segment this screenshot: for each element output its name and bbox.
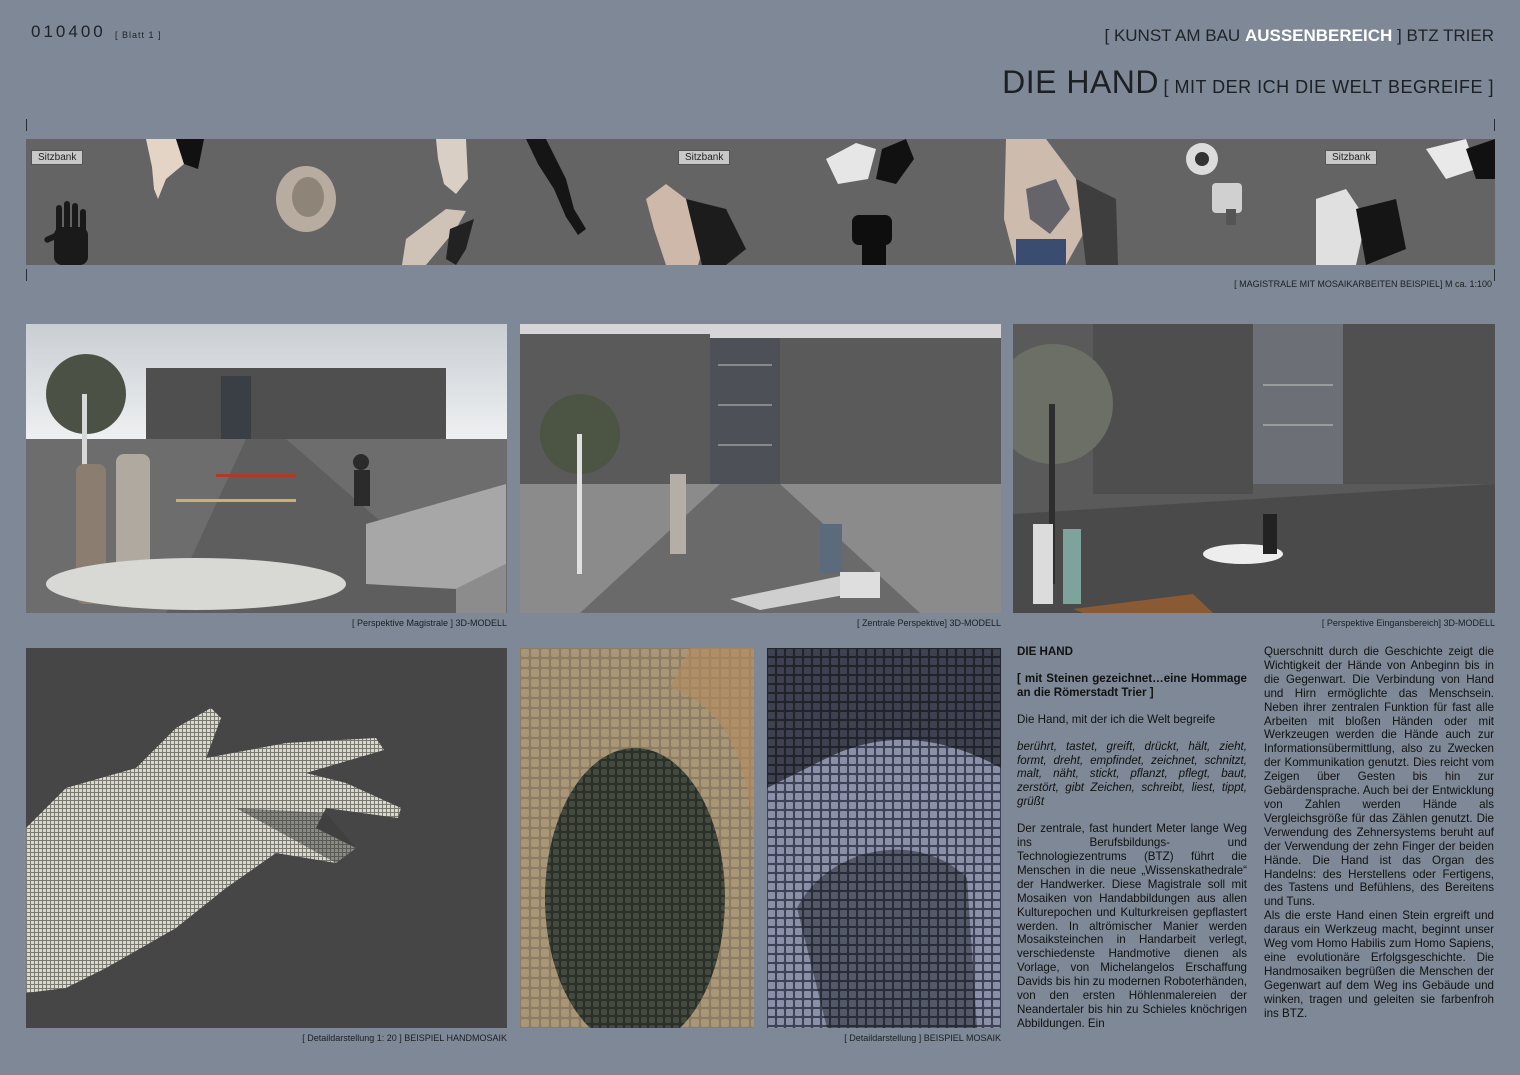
- render-perspektive-eingang: [1013, 324, 1495, 613]
- text-body-1: Der zentrale, fast hundert Meter lange Weg ins Berufsbildungs- und Technologiezentrums (BTZ) führt die Menschen in die neue „Wissenskathedrale“ der Handwerker. Diese Magistrale soll mit Mosaiken von Handabbildungen aus allen Kulturepochen und Kulturkreisen gepflastert werden. In altrömischer Manier werden Mosaiksteinchen in Handarbeit verlegt, verschiedenste Handmotive dienen als Vorlage, von Michelangelos Erschaffung Davids bis hin zu modernen Roboterhänden, von den ersten Höhlenmalereien der Neandertaler bis hin zu Schieles knöchrigen Abbildungen. Ein: [1017, 822, 1247, 1030]
- headline-bracket-open: [: [1104, 26, 1114, 45]
- sitzbank-label: Sitzbank: [31, 150, 83, 165]
- text-column-right: [1264, 645, 1494, 1020]
- crop-mark: [26, 269, 27, 281]
- crop-mark: [26, 119, 27, 131]
- caption-magistrale: [ Perspektive Magistrale ] 3D-MODELL: [351, 618, 507, 628]
- text-body-3: Als die erste Hand einen Stein ergreift und daraus ein Werkzeug macht, beginnt unser Weg vom Homo Habilis zum Homo Sapiens, eine evolutionäre Erfolgsgeschichte. Die Handmosaiken begrüßen die Menschen der Gegenwart auf dem Weg ins Gebäude und winken, tragen und geleiten sie farbenfroh ins BTZ.: [1264, 909, 1494, 1020]
- text-heading: DIE HAND: [1017, 645, 1074, 658]
- detail-mosaik-brown: [520, 648, 754, 1028]
- render-zentrale-perspektive: [520, 324, 1001, 613]
- text-subheading: [ mit Steinen gezeichnet…eine Hommage an die Römerstadt Trier ]: [1017, 671, 1247, 699]
- caption-eingang: [ Perspektive Eingansbereich] 3D-MODELL: [1321, 618, 1495, 628]
- render-image: [520, 324, 1001, 613]
- headline-highlight: AUSSENBEREICH: [1244, 26, 1393, 45]
- stone-mosaic-image: [767, 648, 1001, 1028]
- sitzbank-label: Sitzbank: [678, 150, 730, 165]
- text-column-left: [1017, 645, 1247, 1044]
- render-perspektive-magistrale: [26, 324, 507, 613]
- caption-handmosaik: [ Detaildarstellung 1: 20 ] BEISPIEL HANDMOSAIK: [302, 1033, 507, 1043]
- robot-hand-icon: [1186, 143, 1242, 225]
- render-image: [1013, 324, 1495, 613]
- sketch-hand-icon: [1316, 139, 1495, 265]
- cave-hand-icon: [43, 201, 88, 265]
- open-hand-icon: [646, 184, 746, 265]
- text-verbs: berührt, tastet, greift, drückt, hält, zieht, formt, dreht, empfindet, zeichnet, schnitzt, malt, näht, stickt, pflanzt, pflegt, baut, zerstört, gibt Zeichen, schreibt, liest, tippt, grüßt: [1017, 739, 1247, 809]
- crop-mark: [1494, 269, 1495, 281]
- reaching-hands-icon: [402, 139, 474, 265]
- pointing-hand-icon: [146, 139, 204, 199]
- title-sub: [ MIT DER ICH DIE WELT BEGREIFE ]: [1163, 77, 1494, 97]
- stone-mosaic-image: [520, 648, 754, 1028]
- render-image: [26, 324, 507, 613]
- skeleton-arm-icon: [526, 139, 586, 235]
- sheet-code: 010400: [31, 22, 106, 41]
- headline-bracket-close: ]: [1392, 26, 1402, 45]
- text-lead: Die Hand, mit der ich die Welt begreife: [1017, 712, 1216, 726]
- black-hand-icon: [876, 139, 914, 184]
- white-hand-icon: [826, 143, 876, 184]
- caption-zentrale: [ Zentrale Perspektive] 3D-MODELL: [856, 618, 1001, 628]
- title-main: DIE HAND: [1002, 64, 1159, 100]
- caption-mosaik: [ Detaildarstellung ] BEISPIEL MOSAIK: [844, 1033, 1001, 1043]
- sheet-number: [ Blatt 1 ]: [115, 30, 162, 40]
- detail-handmosaik: [26, 648, 507, 1028]
- crop-mark: [1494, 119, 1495, 131]
- project-headline: [1104, 26, 1494, 46]
- headline-location: BTZ TRIER: [1401, 26, 1494, 45]
- strip-hand-motifs: [26, 139, 1495, 265]
- strip-caption: [ MAGISTRALE MIT MOSAIKARBEITEN BEISPIEL] M ca. 1:100: [1234, 279, 1492, 289]
- detail-mosaik-blue: [767, 648, 1001, 1028]
- sitzbank-label: Sitzbank: [1325, 150, 1377, 165]
- headline-prefix: KUNST AM BAU: [1113, 26, 1245, 45]
- raised-fist-icon: [852, 215, 892, 265]
- magistrale-strip: [26, 139, 1495, 265]
- text-body-2: Querschnitt durch die Geschichte zeigt die Wichtigkeit der Hände von Anbeginn bis in die Gegenwart. Die Verbindung von Hand und Hirn ermöglichte das Menschsein. Neben ihrer zentralen Funktion für fast alle Arbeiten mit bloßen Händen oder mit Werkzeugen werden die Hände auch zur Informationsübermittlung, also zu Zwecken der Kommunikation genutzt. Dies reicht vom Zeigen über Gesten bis hin zur Gebärdensprache. Auch bei der Entwicklung von Zahlen werden Hände als Vergleichsgröße für das Zählen genutzt. Die Verwendung des Zehnersystems beruht auf der Verwendung der zehn Finger der beiden Hände. Die Hand ist das Organ des Handelns: des Herstellens oder Fertigens, des Tastens und Befühlens, des Bereitens und Tuns.: [1264, 645, 1494, 909]
- diamond-hands-icon: [1004, 139, 1118, 265]
- handmosaic-image: [26, 648, 507, 1028]
- page-title: [1002, 64, 1494, 101]
